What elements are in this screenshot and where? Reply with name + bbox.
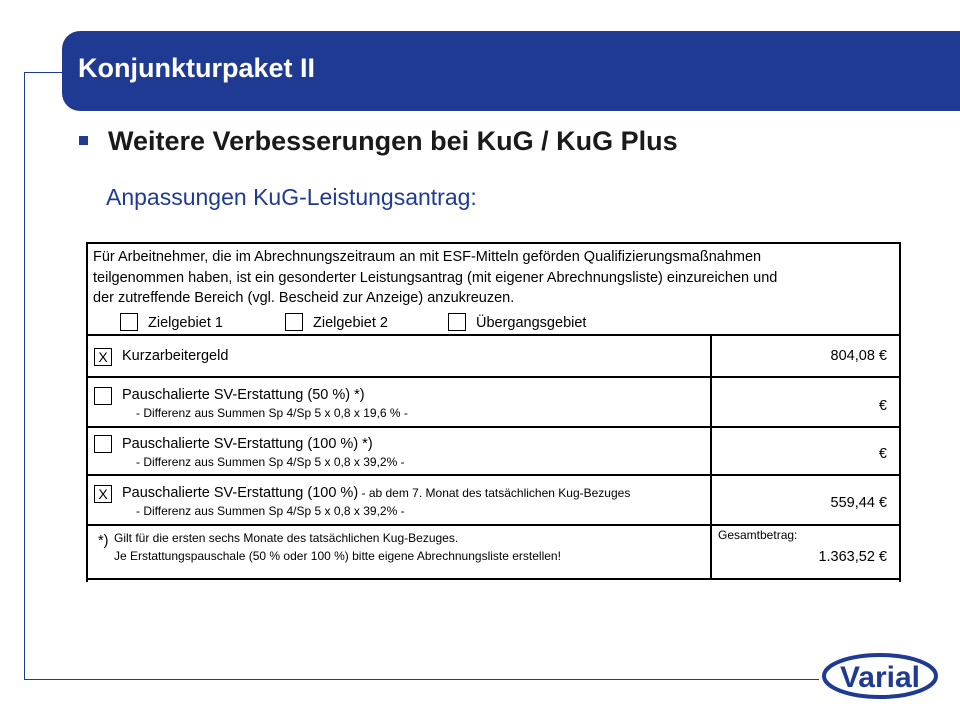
row-label-sv-100	[122, 436, 373, 452]
checkbox-sv-100[interactable]	[94, 435, 112, 453]
row-note-sv-100-ab-7-monat: - Differenz aus Summen Sp 4/Sp 5 x 0,8 x 39,2% -	[136, 504, 405, 518]
form-divider	[86, 334, 901, 336]
row-label-text: Pauschalierte SV-Erstattung (50 %)	[122, 387, 351, 403]
kug-form	[86, 242, 901, 582]
title-bar	[62, 31, 960, 111]
intro-line: der zutreffende Bereich (vgl. Bescheid zur Anzeige) anzukreuzen.	[93, 290, 515, 306]
checkbox-kurzarbeitergeld[interactable]: X	[94, 348, 112, 366]
form-border-top	[86, 242, 901, 244]
form-divider	[86, 426, 901, 428]
form-border-bottom	[86, 578, 901, 580]
label-zielgebiet-2: Zielgebiet 2	[313, 315, 388, 331]
row-label-text: Pauschalierte SV-Erstattung (100 %)	[122, 485, 359, 501]
row-label-sv-50	[122, 387, 365, 403]
frame-line-bottom	[24, 679, 819, 680]
intro-line: Für Arbeitnehmer, die im Abrechnungszeitraum an mit ESF-Mitteln geförden Qualifizierungsmaßnahmen	[93, 249, 762, 265]
footnote-marker: *)	[98, 533, 109, 549]
checkbox-zielgebiet-2[interactable]	[285, 313, 303, 331]
row-label-sv-100-ab-7-monat	[122, 485, 630, 501]
footnote-ref: *)	[350, 387, 365, 403]
row-label-kurzarbeitergeld	[122, 348, 228, 364]
slide-heading: Weitere Verbesserungen bei KuG / KuG Plus	[108, 126, 678, 156]
frame-line-left	[24, 72, 25, 680]
row-label-text: Kurzarbeitergeld	[122, 348, 229, 364]
varial-logo	[820, 650, 950, 700]
footnote-line-2: Je Erstattungspauschale (50 % oder 100 %) bitte eigene Abrechnungsliste erstellen!	[114, 549, 561, 563]
amount-column-divider	[710, 334, 712, 580]
row-label-text: Pauschalierte SV-Erstattung (100 %)	[122, 436, 359, 452]
intro-line: teilgenommen haben, ist ein gesonderter Leistungsantrag (mit eigener Abrechnungsliste) einzureichen und	[93, 270, 778, 286]
checkbox-zielgebiet-1[interactable]	[120, 313, 138, 331]
form-divider	[86, 524, 901, 526]
amount-kurzarbeitergeld: 804,08 €	[830, 348, 887, 364]
slide-title: Konjunkturpaket II	[78, 53, 316, 83]
label-zielgebiet-1: Zielgebiet 1	[148, 315, 223, 331]
footnote-line-1: Gilt für die ersten sechs Monate des tatsächlichen Kug-Bezuges.	[114, 531, 459, 545]
frame-line-top	[24, 72, 64, 73]
amount-sv-100-ab-7-monat: 559,44 €	[830, 495, 887, 511]
checkbox-sv-100-ab-7-monat[interactable]: X	[94, 485, 112, 503]
total-amount: 1.363,52 €	[818, 549, 887, 565]
bullet-square-icon	[79, 136, 88, 145]
row-note-sv-50: - Differenz aus Summen Sp 4/Sp 5 x 0,8 x 19,6 % -	[136, 406, 408, 420]
footnote-ref: *)	[358, 436, 373, 452]
label-uebergangsgebiet: Übergangsgebiet	[476, 315, 587, 331]
form-divider	[86, 376, 901, 378]
slide-subheading: Anpassungen KuG-Leistungsantrag:	[106, 184, 477, 210]
form-border-left	[86, 242, 88, 582]
amount-sv-50: €	[878, 398, 887, 414]
row-label-extra: - ab dem 7. Monat des tatsächlichen Kug-Bezuges	[358, 486, 631, 500]
form-border-right	[899, 242, 901, 582]
row-note-sv-100: - Differenz aus Summen Sp 4/Sp 5 x 0,8 x 39,2% -	[136, 455, 405, 469]
total-label: Gesamtbetrag:	[718, 528, 798, 542]
amount-sv-100: €	[878, 446, 887, 462]
logo-text: Varial	[839, 661, 921, 694]
form-divider	[86, 474, 901, 476]
checkbox-uebergangsgebiet[interactable]	[448, 313, 466, 331]
checkbox-sv-50[interactable]	[94, 387, 112, 405]
